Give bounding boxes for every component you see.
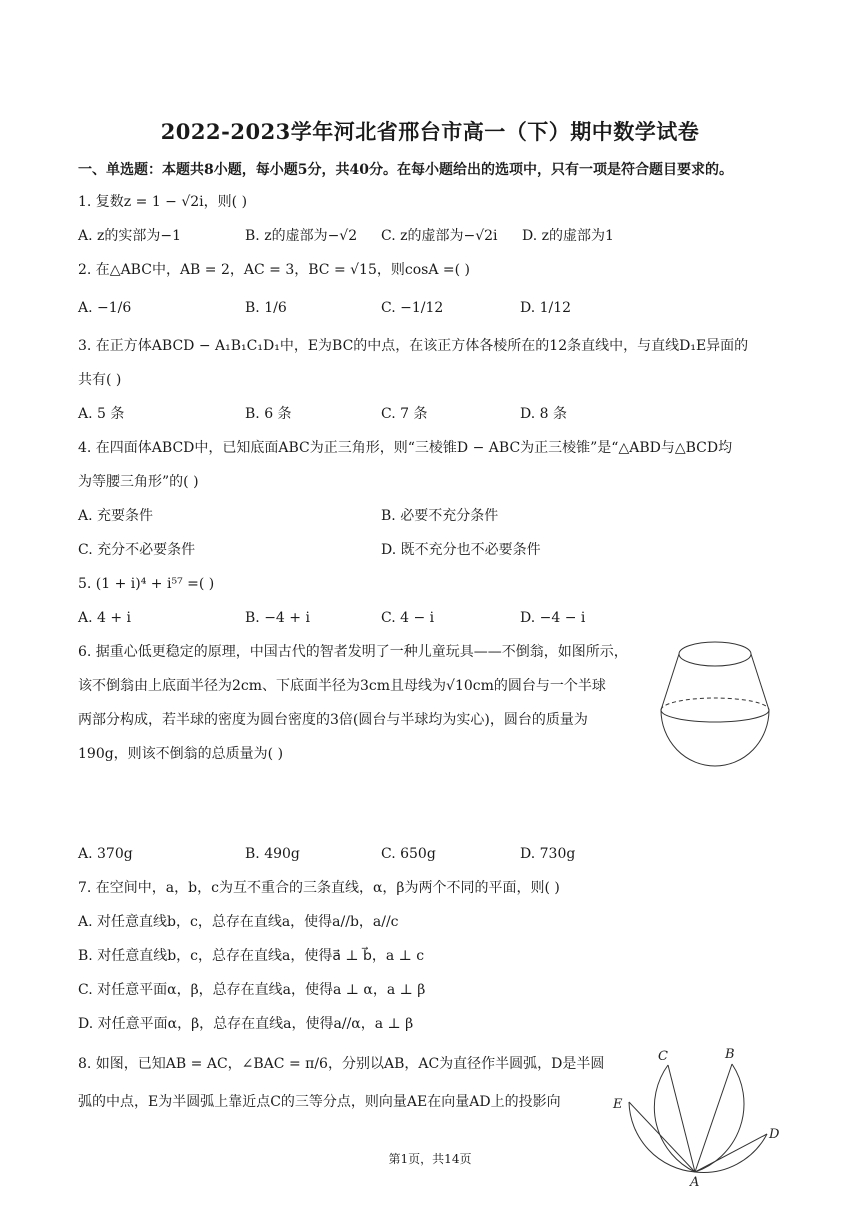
q4-option-c: C. 充分不必要条件 [78, 542, 196, 558]
question-8-line1: 8. 如图，已知AB = AC，∠BAC = π/6，分别以AB，AC为直径作半圆弧，D是半圆 [78, 1056, 605, 1072]
q1-option-c: C. z的虚部为−√2i [381, 228, 498, 244]
q4-option-d: D. 既不充分也不必要条件 [381, 542, 541, 558]
q5-option-b: B. −4 + i [245, 610, 310, 626]
page-footer: 第1页，共14页 [388, 1152, 472, 1166]
q1-option-b: B. z的虚部为−√2 [245, 228, 358, 244]
label-e: E [613, 1097, 623, 1112]
label-c: C [658, 1049, 668, 1064]
question-4-stem-line2: 为等腰三角形”的( ) [78, 474, 199, 490]
q7-option-d: D. 对任意平面α，β，总存在直线a，使得a//α，a ⊥ β [78, 1016, 414, 1032]
q1-option-a: A. z的实部为−1 [78, 228, 182, 244]
question-6-line2: 该不倒翁由上底面半径为2cm、下底面半径为3cm且母线为√10cm的圆台与一个半球 [78, 678, 606, 694]
q6-option-c: C. 650g [381, 846, 436, 862]
q3-option-c: C. 7 条 [381, 406, 428, 422]
q7-option-c: C. 对任意平面α，β，总存在直线a，使得a ⊥ α，a ⊥ β [78, 982, 426, 998]
question-3-stem-line1: 3. 在正方体ABCD − A₁B₁C₁D₁中，E为BC的中点，在该正方体各棱所在的12条直线中，与直线D₁E异面的 [78, 338, 749, 354]
q5-option-a: A. 4 + i [78, 610, 132, 626]
q2-option-b: B. 1/6 [245, 300, 287, 316]
label-b: B [725, 1047, 735, 1062]
q2-option-d: D. 1/12 [520, 300, 572, 316]
q4-option-b: B. 必要不充分条件 [381, 508, 499, 524]
semicircle-figure [605, 1040, 790, 1190]
question-4-stem-line1: 4. 在四面体ABCD中，已知底面ABC为正三角形，则“三棱锥D − ABC为正三棱锥”是“△ABD与△BCD均 [78, 440, 733, 456]
q7-option-b: B. 对任意直线b，c，总存在直线a，使得a⃗ ⊥ b⃗，a ⊥ c [78, 948, 425, 964]
section-header: 一、单选题：本题共8小题，每小题5分，共40分。在每小题给出的选项中，只有一项是符合题目要求的。 [78, 162, 733, 178]
question-7-stem: 7. 在空间中，a，b，c为互不重合的三条直线，α，β为两个不同的平面，则( ) [78, 880, 560, 896]
question-6-line3: 两部分构成，若半球的密度为圆台密度的3倍(圆台与半球均为实心)，圆台的质量为 [78, 712, 588, 728]
question-5-stem: 5. (1 + i)⁴ + i⁵⁷ =( ) [78, 576, 215, 592]
q2-option-a: A. −1/6 [78, 300, 132, 316]
q6-option-d: D. 730g [520, 846, 576, 862]
label-d: D [769, 1127, 780, 1142]
q1-option-d: D. z的虚部为1 [522, 228, 614, 244]
q7-option-a: A. 对任意直线b，c，总存在直线a，使得a//b，a//c [78, 914, 399, 930]
question-8-line2: 弧的中点，E为半圆弧上靠近点C的三等分点，则向量AE在向量AD上的投影向 [78, 1094, 561, 1110]
q4-option-a: A. 充要条件 [78, 508, 154, 524]
q3-option-b: B. 6 条 [245, 406, 292, 422]
q2-option-c: C. −1/12 [381, 300, 444, 316]
q3-option-d: D. 8 条 [520, 406, 567, 422]
q5-option-c: C. 4 − i [381, 610, 435, 626]
question-6-line4: 190g，则该不倒翁的总质量为( ) [78, 746, 284, 762]
question-2-stem: 2. 在△ABC中，AB = 2，AC = 3，BC = √15，则cosA =( ) [78, 262, 470, 278]
question-6-line1: 6. 据重心低更稳定的原理，中国古代的智者发明了一种儿童玩具——不倒翁，如图所示， [78, 644, 628, 660]
question-3-stem-line2: 共有( ) [78, 372, 122, 388]
q3-option-a: A. 5 条 [78, 406, 125, 422]
tumbler-figure [655, 632, 775, 772]
question-1-stem: 1. 复数z = 1 − √2i，则( ) [78, 194, 248, 210]
q6-option-a: A. 370g [78, 846, 133, 862]
q5-option-d: D. −4 − i [520, 610, 586, 626]
q6-option-b: B. 490g [245, 846, 300, 862]
label-a: A [690, 1175, 700, 1190]
page-title: 2022-2023学年河北省邢台市高一（下）期中数学试卷 [160, 119, 700, 144]
